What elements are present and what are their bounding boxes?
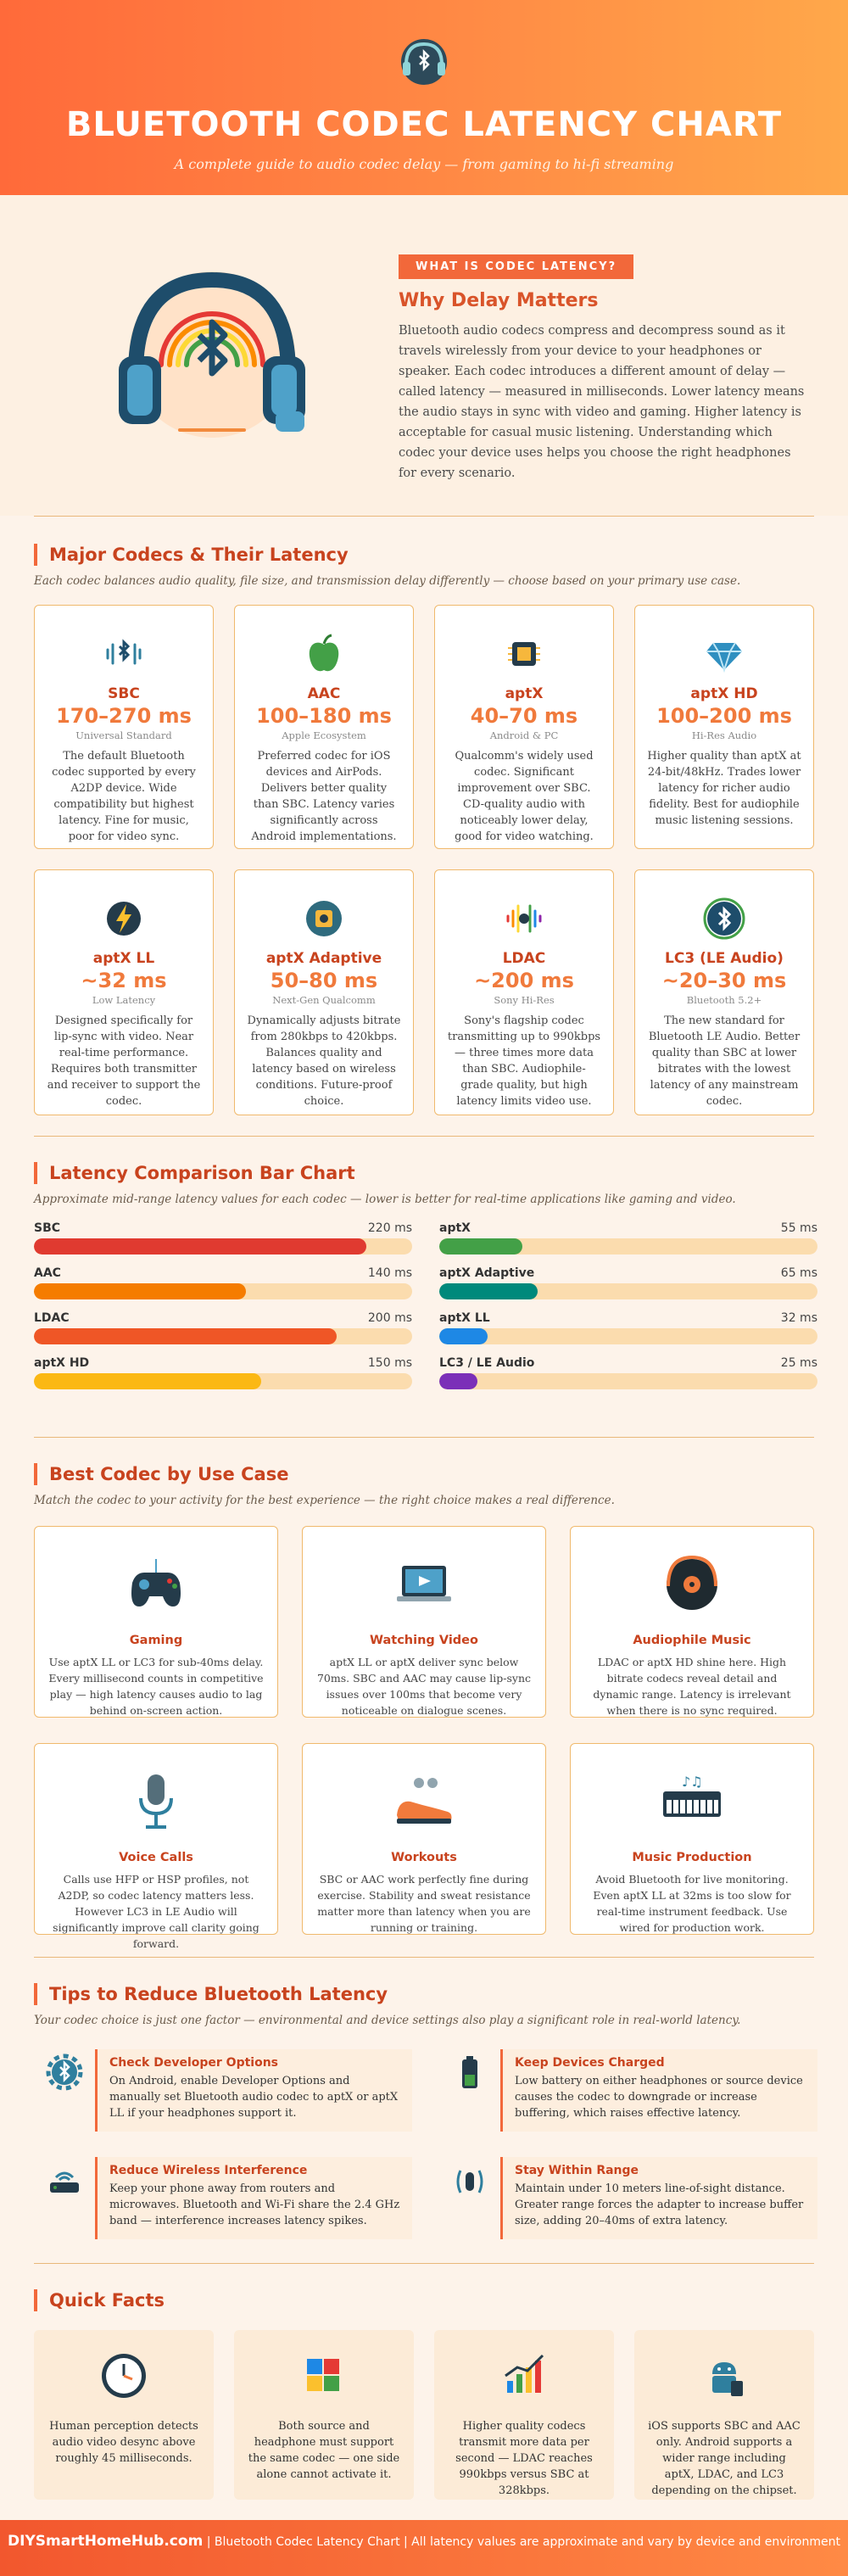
laptop-film-icon <box>388 1549 460 1620</box>
tips-title: Tips to Reduce Bluetooth Latency <box>34 1983 814 2005</box>
keyboard-icon <box>656 1766 728 1837</box>
bar-label-row <box>34 1356 412 1370</box>
tip-title: Check Developer Options <box>109 2056 279 2070</box>
codec-latency: 100–200 ms <box>656 704 792 728</box>
codec-latency: ~32 ms <box>81 969 167 992</box>
bar-category-label: aptX <box>439 1221 471 1235</box>
bar-row <box>439 1266 817 1299</box>
page-footer <box>0 2520 848 2576</box>
bar-fill <box>34 1373 261 1389</box>
fact-card <box>34 2330 214 2500</box>
bar-label-row <box>34 1311 412 1325</box>
use-case-name: Music Production <box>632 1851 752 1864</box>
chip-icon <box>501 631 547 677</box>
codec-description: The new standard for Bluetooth LE Audio. Better quality than SBC at lower bitrates with the lowest latency of any mainstream codec. <box>648 1014 801 1108</box>
codec-tag: Apple Ecosystem <box>282 729 366 741</box>
battery-icon <box>439 2049 500 2132</box>
codec-tag: Low Latency <box>92 994 156 1006</box>
page-subtitle: A complete guide to audio codec delay — from gaming to hi-fi streaming <box>174 156 674 172</box>
use-case-grid <box>34 1526 814 1950</box>
bar-chart-subtitle: Approximate mid-range latency values for each codec — lower is better for real-time applications like gaming and video. <box>34 1193 736 1206</box>
tip-item <box>439 2049 817 2132</box>
android-icon <box>699 2350 750 2401</box>
gear-bluetooth-icon <box>34 2049 95 2132</box>
codec-card <box>434 869 614 1115</box>
facts-section <box>0 2264 848 2520</box>
growth-chart-icon <box>499 2350 550 2401</box>
codec-tag: Sony Hi-Res <box>494 994 555 1006</box>
bar-fill <box>34 1283 246 1299</box>
codec-name: aptX <box>505 685 544 702</box>
bar-category-label: SBC <box>34 1221 61 1235</box>
codec-name: AAC <box>307 685 341 702</box>
codecs-section <box>0 517 848 1136</box>
gamepad-icon <box>120 1549 192 1620</box>
fact-card <box>234 2330 414 2500</box>
bar-category-label: LDAC <box>34 1311 70 1325</box>
facts-grid <box>34 2330 814 2500</box>
fact-description: iOS supports SBC and AAC only. Android supports a wider range including aptX, LDAC, and LC3 depending on the chipset. <box>648 2420 801 2497</box>
codec-tag: Universal Standard <box>75 729 172 741</box>
bar-track <box>34 1283 412 1299</box>
use-case-card <box>570 1526 814 1718</box>
bar-track <box>34 1238 412 1254</box>
bar-row <box>439 1221 817 1254</box>
fact-card <box>434 2330 614 2500</box>
lightning-icon <box>101 896 147 942</box>
codec-name: aptX LL <box>92 950 155 967</box>
page-title: BLUETOOTH CODEC LATENCY CHART <box>65 105 783 144</box>
codec-name: LC3 (LE Audio) <box>665 950 784 967</box>
bar-category-label: aptX Adaptive <box>439 1266 535 1280</box>
bar-row <box>34 1356 412 1389</box>
bar-track <box>439 1238 817 1254</box>
codec-tag: Bluetooth 5.2+ <box>686 994 762 1006</box>
bar-track <box>439 1328 817 1344</box>
bar-fill <box>439 1238 522 1254</box>
bar-fill <box>439 1328 488 1344</box>
codec-latency: ~200 ms <box>474 969 574 992</box>
intro-body: Bluetooth audio codecs compress and decompress sound as it travels wirelessly from your device to your headphones or speaker. Each codec introduces a different amount of delay — called latency — measured in milliseconds. Lower latency means the audio stays in sync with video and gaming. Higher latency is acceptable for casual music listening. Understanding which codec your device uses helps you choose the right headphones for every scenario. <box>399 324 805 480</box>
bar-label-row <box>439 1221 817 1235</box>
intro-heading: Why Delay Matters <box>399 290 599 311</box>
adaptive-chip-icon <box>301 896 347 942</box>
use-case-description: SBC or AAC work perfectly fine during exercise. Stability and sweat resistance matter more than latency when you are running or training. <box>317 1873 531 1934</box>
codec-card <box>434 605 614 849</box>
bar-value-label: 150 ms <box>367 1356 412 1370</box>
bar-fill <box>439 1373 477 1389</box>
router-icon <box>34 2157 95 2239</box>
bar-category-label: AAC <box>34 1266 61 1280</box>
codec-card <box>634 605 814 849</box>
tips-grid <box>34 2049 814 2239</box>
use-case-card <box>302 1743 546 1935</box>
bar-track <box>439 1373 817 1389</box>
codec-description: Sony's flagship codec transmitting up to 990kbps — three times more data than SBC. Audiophile-grade quality, but high latency limits video use. <box>447 1014 601 1108</box>
latency-bar-chart <box>34 1221 817 1389</box>
tip-body <box>95 2049 412 2132</box>
footer-site-link[interactable]: DIYSmartHomeHub.com <box>8 2533 204 2550</box>
codec-tag: Hi-Res Audio <box>691 729 757 741</box>
tip-title: Stay Within Range <box>515 2164 639 2177</box>
tip-title: Keep Devices Charged <box>515 2056 665 2070</box>
fact-card <box>634 2330 814 2500</box>
codec-grid <box>34 605 814 1115</box>
codec-latency: ~20–30 ms <box>661 969 787 992</box>
bar-label-row <box>439 1356 817 1370</box>
fact-description: Both source and headphone must support the same codec — one side alone cannot activate it. <box>248 2420 400 2481</box>
codec-description: Higher quality than aptX at 24-bit/48kHz. Trades lower latency for richer audio fidelity. Best for audiophile music listening sessions. <box>647 750 801 827</box>
use-case-card <box>570 1743 814 1935</box>
codec-card <box>634 869 814 1115</box>
diamond-icon <box>701 631 747 677</box>
codec-description: Dynamically adjusts bitrate from 280kbps to 420kbps. Balances quality and latency based on wireless conditions. Future-proof choice. <box>247 1014 401 1108</box>
use-case-description: Calls use HFP or HSP profiles, not A2DP, so codec latency matters less. However LC3 in LE Audio will significantly improve call clarity going forward. <box>53 1873 259 1950</box>
tip-body <box>95 2157 412 2239</box>
facts-title: Quick Facts <box>34 2289 814 2311</box>
bar-category-label: LC3 / LE Audio <box>439 1356 535 1370</box>
bar-chart-title: Latency Comparison Bar Chart <box>34 1162 814 1184</box>
codec-name: SBC <box>108 685 140 702</box>
intro-pill: WHAT IS CODEC LATENCY? <box>399 254 633 279</box>
bar-label-row <box>34 1221 412 1235</box>
vinyl-headphones-icon <box>656 1549 728 1620</box>
fact-description: Human perception detects audio video desync above roughly 45 milliseconds. <box>49 2420 198 2465</box>
bar-track <box>34 1328 412 1344</box>
codec-latency: 50–80 ms <box>270 969 378 992</box>
bar-label-row <box>439 1266 817 1280</box>
codec-description: The default Bluetooth codec supported by every A2DP device. Wide compatibility but highest latency. Fine for music, poor for video sync. <box>52 750 196 843</box>
tips-section <box>0 1958 848 2263</box>
puzzle-icon <box>298 2350 349 2401</box>
tip-item <box>34 2049 412 2132</box>
bar-value-label: 32 ms <box>780 1311 817 1325</box>
sneaker-earbuds-icon <box>388 1766 460 1837</box>
codecs-title: Major Codecs & Their Latency <box>34 544 814 566</box>
svg-text:♪♫: ♪♫ <box>682 1774 703 1790</box>
codec-description: Designed specifically for lip-sync with video. Near real-time performance. Requires both transmitter and receiver to support the codec. <box>47 1014 201 1108</box>
bar-row <box>439 1311 817 1344</box>
use-case-name: Workouts <box>391 1851 457 1864</box>
use-case-description: aptX LL or aptX deliver sync below 70ms. SBC and AAC may cause lip-sync issues over 100ms that become very noticeable on dialogue scenes. <box>316 1656 532 1717</box>
use-case-description: Avoid Bluetooth for live monitoring. Even aptX LL at 32ms is too slow for real-time instrument feedback. Use wired for production work. <box>593 1873 791 1934</box>
use-case-name: Gaming <box>129 1634 183 1647</box>
codec-card <box>234 869 414 1115</box>
tips-subtitle: Your codec choice is just one factor — environmental and device settings also play a significant role in real-world latency. <box>34 2014 741 2027</box>
use-case-card <box>34 1743 278 1950</box>
use-case-card <box>302 1526 546 1718</box>
bar-fill <box>34 1238 366 1254</box>
bar-label-row <box>439 1311 817 1325</box>
bar-row <box>34 1221 412 1254</box>
codec-card <box>234 605 414 849</box>
page-header <box>0 0 848 195</box>
tip-title: Reduce Wireless Interference <box>109 2164 308 2177</box>
use-case-description: Use aptX LL or LC3 for sub-40ms delay. Every millisecond counts in competitive play — high latency causes audio to lag behind on-screen action. <box>48 1656 264 1717</box>
codec-latency: 40–70 ms <box>470 704 578 728</box>
bar-category-label: aptX HD <box>34 1356 90 1370</box>
bar-row <box>34 1311 412 1344</box>
footer-text: | Bluetooth Codec Latency Chart | All latency values are approximate and vary by device and environment <box>203 2535 840 2549</box>
intro-section <box>0 195 848 516</box>
tip-description: Maintain under 10 meters line-of-sight distance. Greater range forces the adapter to increase buffer size, adding 20–40ms of extra latency. <box>515 2182 804 2227</box>
bar-value-label: 25 ms <box>780 1356 817 1370</box>
use-case-name: Audiophile Music <box>633 1634 751 1647</box>
bar-value-label: 65 ms <box>780 1266 817 1280</box>
tip-body <box>500 2157 817 2239</box>
bar-label-row <box>34 1266 412 1280</box>
codec-latency: 170–270 ms <box>56 704 192 728</box>
use-case-subtitle: Match the codec to your activity for the best experience — the right choice makes a real difference. <box>34 1494 615 1507</box>
codec-card <box>34 869 214 1115</box>
use-case-name: Voice Calls <box>119 1851 193 1864</box>
use-case-card <box>34 1526 278 1718</box>
use-case-name: Watching Video <box>370 1634 478 1647</box>
codec-description: Preferred codec for iOS devices and AirPods. Delivers better quality than SBC. Latency varies significantly across Android implementations. <box>251 750 397 843</box>
use-case-title: Best Codec by Use Case <box>34 1463 814 1485</box>
codec-tag: Android & PC <box>489 729 559 741</box>
microphone-icon <box>120 1766 192 1837</box>
clock-icon <box>98 2350 149 2401</box>
tip-description: Low battery on either headphones or source device causes the codec to downgrade or increase buffering, which raises effective latency. <box>515 2075 803 2120</box>
rainbow-wave-icon <box>501 896 547 942</box>
fact-description: Higher quality codecs transmit more data per second — LDAC reaches 990kbps versus SBC at 328kbps. <box>455 2420 593 2497</box>
bar-fill <box>34 1328 337 1344</box>
codec-card <box>34 605 214 849</box>
bar-value-label: 220 ms <box>367 1221 412 1235</box>
tip-body <box>500 2049 817 2132</box>
codec-latency: 100–180 ms <box>256 704 392 728</box>
bluetooth-ring-icon <box>701 896 747 942</box>
bluetooth-headphones-icon <box>394 34 454 87</box>
codec-name: aptX Adaptive <box>265 950 382 967</box>
bar-row <box>439 1356 817 1389</box>
tip-item <box>439 2157 817 2239</box>
bar-row <box>34 1266 412 1299</box>
bar-track <box>439 1283 817 1299</box>
tip-description: On Android, enable Developer Options and manually set Bluetooth audio codec to aptX or aptX LL if your headphones support it. <box>109 2075 399 2120</box>
tip-description: Keep your phone away from routers and microwaves. Bluetooth and Wi-Fi share the 2.4 GHz band — interference increases latency spikes. <box>109 2182 400 2227</box>
bar-track <box>34 1373 412 1389</box>
use-case-description: LDAC or aptX HD shine here. High bitrate codecs reveal detail and dynamic range. Latency is irrelevant when there is no sync required. <box>593 1656 791 1717</box>
codec-name: LDAC <box>502 950 546 967</box>
bar-chart-section <box>0 1137 848 1437</box>
bar-category-label: aptX LL <box>439 1311 490 1325</box>
bar-value-label: 55 ms <box>780 1221 817 1235</box>
bar-fill <box>439 1283 538 1299</box>
tip-item <box>34 2157 412 2239</box>
bar-value-label: 140 ms <box>367 1266 412 1280</box>
apple-icon <box>301 631 347 677</box>
bar-value-label: 200 ms <box>367 1311 412 1325</box>
use-case-section <box>0 1438 848 1957</box>
codec-tag: Next-Gen Qualcomm <box>272 994 376 1006</box>
codecs-subtitle: Each codec balances audio quality, file size, and transmission delay differently — choose based on your primary use case. <box>34 574 741 588</box>
codec-description: Qualcomm's widely used codec. Significant improvement over SBC. CD-quality audio with noticeably lower delay, good for video watching. <box>455 750 594 843</box>
headphones-illustration-icon <box>102 254 322 450</box>
sbc-wave-icon <box>101 631 147 677</box>
signal-range-icon <box>439 2157 500 2239</box>
codec-name: aptX HD <box>690 685 758 702</box>
